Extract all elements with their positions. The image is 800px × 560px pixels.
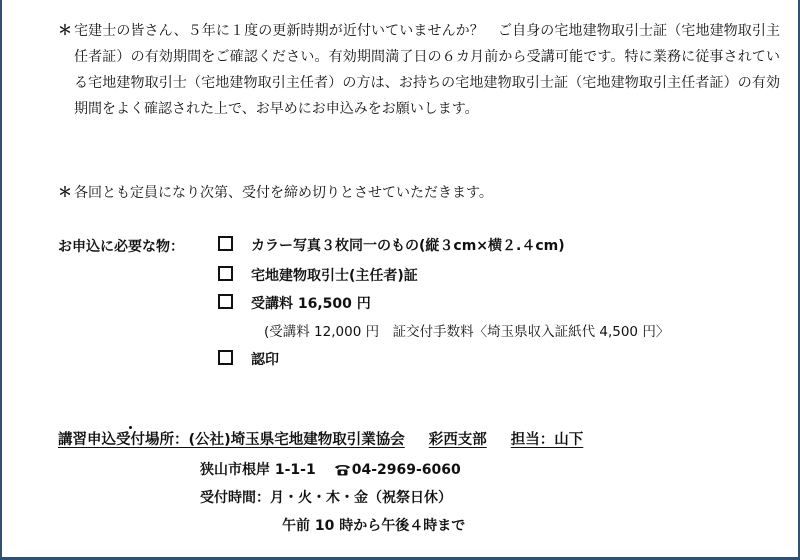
reception-days: 受付時間：月・火・木・金（祝祭日休） (200, 490, 452, 506)
requirement-text: 認印 (251, 352, 279, 368)
requirements-label: お申込に必要な物： (58, 239, 184, 255)
requirement-item-license (218, 266, 418, 286)
branch-name: 彩西支部 (428, 432, 487, 448)
fee-breakdown: (受講料 12,000 円 証交付手数料〈埼玉県収入証紙代 4,500 円〉 (264, 324, 670, 340)
requirement-item-seal (218, 350, 279, 370)
application-venue-line (58, 428, 583, 449)
checkbox-square-icon (218, 266, 233, 281)
venue-label-post: 場所： (145, 432, 189, 448)
requirement-item-photo (218, 236, 565, 256)
contact-person: 担当：山下 (510, 432, 584, 448)
phone-number: 04-2969-6060 (351, 462, 461, 478)
venue-label-pre: 講習申込 (58, 432, 116, 448)
requirement-text: カラー写真３枚同一のもの(縦３cm×横２.４cm) (251, 238, 565, 254)
renewal-notice (58, 18, 780, 122)
checkbox-square-icon (218, 350, 233, 365)
capacity-notice-text: 各回とも定員になり次第、受付を締め切りとさせていただきます。 (74, 185, 493, 201)
checkbox-square-icon (218, 294, 233, 309)
address-line (200, 460, 461, 482)
venue-label-dotted: 受付 (116, 432, 145, 448)
telephone-icon (334, 462, 351, 482)
organization-name: (公社)埼玉県宅地建物取引業協会 (188, 432, 405, 448)
capacity-notice (58, 180, 780, 206)
requirement-text: 宅地建物取引士(主任者)証 (251, 268, 418, 284)
requirement-item-fee (218, 294, 371, 314)
asterisk-mark: ＊ (58, 185, 72, 201)
address: 狭山市根岸 1-1-1 (200, 462, 316, 478)
reception-hours: 午前 10 時から午後４時まで (282, 518, 466, 534)
renewal-notice-text: 宅建士の皆さん、５年に１度の更新時期が近付いていませんか？ ご自身の宅地建物取引士証（宅地建物取引主任者証）の有効期間をご確認ください。有効期間満了日の６カ月前から受講可能です。特に業務に従事されている宅地建物取引士（宅地建物取引主任者）の方は、お持ちの宅地建物取引士証（宅地建物取引主任者証）の有効期間をよく確認された上で、お早めにお申込みをお願いします。 (74, 23, 780, 117)
requirement-text: 受講料 16,500 円 (251, 296, 371, 312)
asterisk-mark: ＊ (58, 23, 72, 39)
checkbox-square-icon (218, 236, 233, 251)
